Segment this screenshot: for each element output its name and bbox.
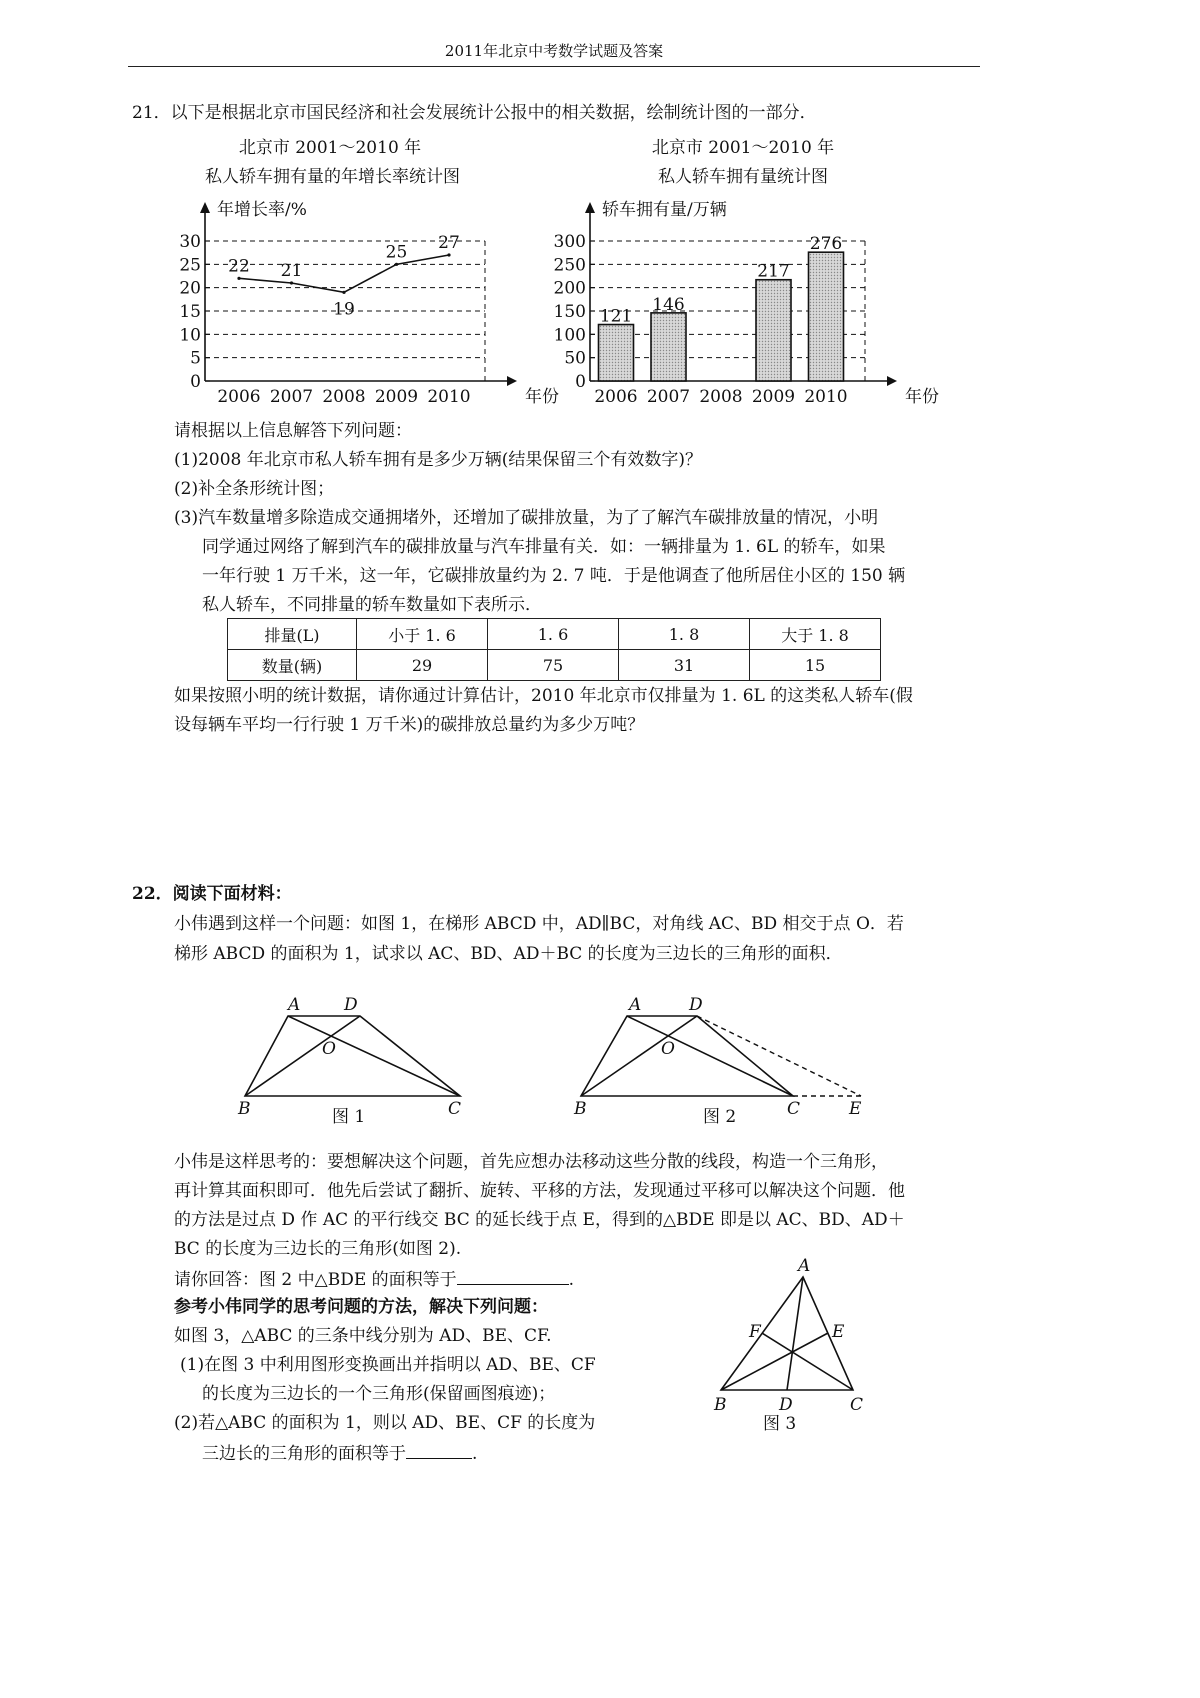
fig2-label-a: A (629, 995, 642, 1015)
line-chart-y-tick-label: 20 (179, 278, 201, 299)
bar-chart-bar-label: 146 (652, 294, 685, 315)
line-chart-point (395, 263, 398, 266)
fig2-caption: 图 2 (703, 1107, 737, 1127)
fig3-label-d: D (779, 1395, 793, 1415)
line-chart-y-axis-label: 年增长率/% (217, 200, 307, 220)
table-row (228, 650, 881, 681)
q22-para2-line: 再计算其面积即可．他先后尝试了翻折、旋转、平移的方法，发现通过平移可以解决这个问题．他 (174, 1181, 905, 1201)
bar-chart-bar-label: 121 (599, 306, 633, 327)
bar-chart-y-tick-label: 50 (564, 348, 586, 369)
table-cell: 75 (488, 650, 619, 681)
line-chart-point (237, 277, 240, 280)
line-chart-x-tick-label: 2009 (374, 387, 419, 407)
fig3-caption: 图 3 (763, 1414, 797, 1434)
bar-chart-bar (651, 313, 686, 381)
bar-chart-y-arrow (585, 202, 595, 213)
fig2-label-c: C (787, 1099, 801, 1119)
fig3-label-f: F (749, 1322, 761, 1342)
bar-chart (545, 190, 945, 415)
q21-part2: (2)补全条形统计图； (174, 479, 335, 499)
q22-sub2-text: 三边长的三角形的面积等于 (202, 1444, 406, 1464)
q22-sub2-line (202, 1442, 477, 1464)
fig2-label-d: D (689, 995, 703, 1015)
table-cell: 1. 6 (488, 619, 619, 650)
fig3-label-c: C (850, 1395, 864, 1415)
line-chart-y-tick-label: 10 (179, 325, 201, 346)
q21-part3-line: 一年行驶 1 万千米，这一年，它碳排放量约为 2. 7 吨．于是他调查了他所居住小区的 150 辆 (202, 566, 906, 586)
bar-chart-y-axis-label: 轿车拥有量/万辆 (602, 200, 727, 220)
bar-chart-y-tick-label: 150 (553, 302, 586, 322)
line-chart-y-tick-label: 15 (179, 302, 201, 322)
line-chart-x-tick-label: 2006 (217, 387, 261, 407)
fig1-label-d: D (344, 995, 358, 1015)
table-cell: 大于 1. 8 (750, 619, 881, 650)
line-chart-point-label: 25 (385, 242, 408, 263)
q22-heading: 22．阅读下面材料： (132, 884, 292, 904)
table-cell: 小于 1. 6 (357, 619, 488, 650)
bar-chart-title: 北京市 2001～2010 年 (651, 138, 835, 158)
bar-chart-y-tick-label: 0 (575, 372, 586, 392)
table-cell: 排量(L) (228, 619, 357, 650)
line-chart-point-label: 21 (280, 261, 303, 281)
bar-chart-y-tick-label: 200 (553, 278, 586, 299)
table-cell: 31 (619, 650, 750, 681)
line-chart-subtitle: 私人轿车拥有量的年增长率统计图 (205, 167, 460, 187)
line-chart-point (342, 291, 345, 294)
fig1-label-a: A (288, 995, 301, 1015)
bar-chart-x-tick-label: 2010 (804, 387, 848, 407)
line-chart-x-tick-label: 2008 (322, 387, 366, 407)
bar-chart-x-tick-label: 2006 (594, 387, 638, 407)
line-chart-point-label: 19 (333, 299, 355, 320)
bar-chart-x-tick-label: 2007 (646, 387, 691, 407)
bar-chart-y-tick-label: 100 (553, 325, 586, 346)
q22-para2-line: 的方法是过点 D 作 AC 的平行线交 BC 的延长线于点 E，得到的△BDE 即是以 AC、BD、AD＋ (174, 1210, 905, 1230)
line-chart-y-tick-label: 5 (190, 348, 201, 369)
q22-sub1-line: (1)在图 3 中利用图形变换画出并指明以 AD、BE、CF (180, 1355, 596, 1375)
q21-part3-line: 私人轿车，不同排量的轿车数量如下表所示． (202, 595, 542, 615)
q22-sub2-line: (2)若△ABC 的面积为 1，则以 AD、BE、CF 的长度为 (174, 1413, 596, 1433)
line-chart-y-tick-label: 30 (179, 232, 201, 252)
fig3-label-e: E (832, 1322, 845, 1342)
line-chart-x-arrow (507, 376, 517, 386)
bar-chart-y-tick-label: 250 (553, 255, 586, 276)
line-chart-title: 北京市 2001～2010 年 (238, 138, 422, 158)
table-cell: 29 (357, 650, 488, 681)
fig3-label-b: B (714, 1395, 727, 1415)
line-chart-y-arrow (200, 202, 210, 213)
q22-fig3-intro: 如图 3，△ABC 的三条中线分别为 AD、BE、CF. (174, 1326, 552, 1346)
bar-chart-bar-label: 217 (757, 261, 790, 282)
table-cell: 1. 8 (619, 619, 750, 650)
line-chart-series (239, 255, 449, 292)
q22-para2-line: BC 的长度为三边长的三角形(如图 2). (174, 1239, 462, 1259)
bar-chart-x-tick-label: 2008 (699, 387, 743, 407)
bar-chart-subtitle: 私人轿车拥有量统计图 (658, 167, 828, 187)
figure-1-trapezoid (230, 990, 480, 1130)
q22-sub2-end: . (472, 1444, 478, 1464)
fig2-label-b: B (574, 1099, 587, 1119)
line-chart (160, 190, 560, 415)
page-header-title: 2011年北京中考数学试题及答案 (444, 42, 664, 60)
q21-after-line: 设每辆车平均一行行驶 1 万千米)的碳排放总量约为多少万吨？ (174, 715, 645, 735)
table-cell: 15 (750, 650, 881, 681)
line-chart-point-label: 27 (438, 233, 460, 253)
bar-chart-bar-label: 276 (809, 234, 843, 255)
figure-3-triangle (705, 1255, 880, 1435)
q22-para2-line: 小伟是这样思考的：要想解决这个问题，首先应想办法移动这些分散的线段，构造一个三角形， (174, 1152, 888, 1172)
line-chart-x-axis-label: 年份 (525, 387, 559, 407)
q21-part3-line: 同学通过网络了解到汽车的碳排放量与汽车排量有关．如：一辆排量为 1. 6L 的轿车，如果 (202, 537, 886, 557)
bar-chart-bar (599, 325, 634, 381)
line-chart-x-tick-label: 2007 (269, 387, 314, 407)
bar-chart-x-tick-label: 2009 (751, 387, 796, 407)
fig3-label-a: A (798, 1256, 811, 1276)
bar-chart-x-arrow (887, 376, 897, 386)
q22-ref-heading: 参考小伟同学的思考问题的方法，解决下列问题： (174, 1297, 548, 1317)
line-chart-y-tick-label: 0 (190, 372, 201, 392)
table-row (228, 619, 881, 650)
table-cell: 数量(辆) (228, 650, 357, 681)
line-chart-point (447, 253, 450, 256)
fig1-label-c: C (448, 1099, 462, 1119)
q21-intro: 21．以下是根据北京市国民经济和社会发展统计公报中的相关数据，绘制统计图的一部分． (132, 103, 817, 123)
q22-sub1-line: 的长度为三边长的一个三角形(保留画图痕迹)； (202, 1384, 556, 1404)
bar-chart-bar (756, 280, 791, 381)
q22-para1-line: 小伟遇到这样一个问题：如图 1，在梯形 ABCD 中，AD∥BC，对角线 AC、BD 相交于点 O．若 (174, 914, 904, 934)
q21-part3-line: (3)汽车数量增多除造成交通拥堵外，还增加了碳排放量，为了了解汽车碳排放量的情况，小明 (174, 508, 879, 528)
fig2-label-e: E (849, 1099, 862, 1119)
header-divider (128, 66, 980, 67)
q22-answer-end: . (568, 1270, 575, 1290)
q22-answer-line (174, 1268, 574, 1290)
displacement-table (227, 618, 881, 681)
bar-chart-bar (809, 252, 844, 381)
q22-answer-prompt: 请你回答：图 2 中△BDE 的面积等于 (174, 1270, 457, 1290)
fig1-label-o: O (322, 1039, 336, 1059)
q21-after-line: 如果按照小明的统计数据，请你通过计算估计，2010 年北京市仅排量为 1. 6L 的这类私人轿车(假 (174, 686, 913, 706)
q21-part1: (1)2008 年北京市私人轿车拥有是多少万辆(结果保留三个有效数字)？ (174, 450, 703, 470)
figure-2-trapezoid (565, 990, 885, 1130)
bar-chart-x-axis-label: 年份 (905, 387, 939, 407)
bar-chart-y-tick-label: 300 (553, 232, 586, 252)
fig1-label-b: B (238, 1099, 251, 1119)
line-chart-y-tick-label: 25 (179, 255, 201, 276)
fig2-label-o: O (661, 1039, 675, 1059)
line-chart-point-label: 22 (228, 256, 250, 277)
q21-prompt: 请根据以上信息解答下列问题： (174, 421, 412, 441)
q22-para1-line: 梯形 ABCD 的面积为 1，试求以 AC、BD、AD＋BC 的长度为三边长的三角形的面积． (174, 944, 843, 964)
line-chart-x-tick-label: 2010 (427, 387, 471, 407)
answer-blank[interactable] (406, 1442, 472, 1459)
answer-blank[interactable] (457, 1268, 569, 1285)
fig1-caption: 图 1 (332, 1107, 366, 1127)
line-chart-point (290, 281, 293, 284)
